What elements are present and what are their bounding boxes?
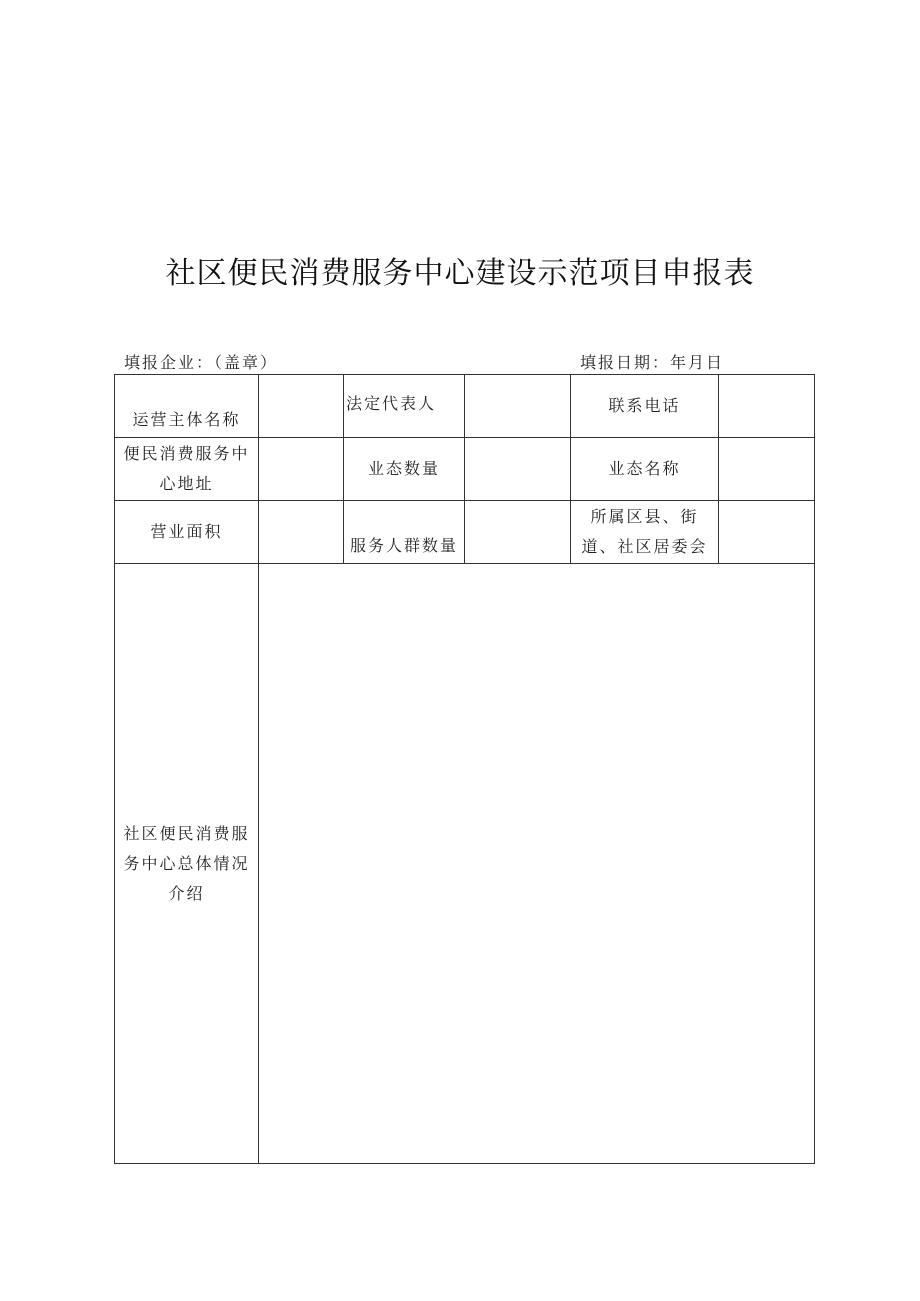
district-label bbox=[570, 500, 719, 564]
label-text: 法定代表人 bbox=[346, 394, 437, 413]
phone-field[interactable] bbox=[718, 374, 815, 438]
service-population-field[interactable] bbox=[464, 500, 571, 564]
format-count-label bbox=[343, 437, 465, 501]
page-title: 社区便民消费服务中心建设示范项目申报表 bbox=[165, 256, 755, 291]
label-text: 业态名称 bbox=[608, 459, 681, 478]
label-text: 社区便民消费服务中心总体情况介绍 bbox=[123, 823, 250, 903]
overview-field[interactable] bbox=[258, 563, 815, 1164]
fill-company-label: 填报企业：（盖章） bbox=[124, 353, 279, 372]
address-field[interactable] bbox=[258, 437, 344, 501]
address-label bbox=[114, 437, 259, 501]
label-text: 联系电话 bbox=[608, 396, 681, 415]
label-text: 营业面积 bbox=[150, 522, 223, 541]
service-population-label bbox=[343, 500, 465, 564]
area-label bbox=[114, 500, 259, 564]
operator-name-field[interactable] bbox=[258, 374, 344, 438]
overview-label bbox=[114, 563, 259, 1164]
label-text: 运营主体名称 bbox=[132, 410, 241, 429]
label-text: 便民消费服务中心地址 bbox=[123, 444, 250, 493]
legal-rep-field[interactable] bbox=[464, 374, 571, 438]
format-name-field[interactable] bbox=[718, 437, 815, 501]
label-text: 所属区县、街道、社区居委会 bbox=[581, 507, 708, 556]
legal-rep-label bbox=[343, 374, 465, 438]
fill-date-label: 填报日期：年月日 bbox=[580, 353, 725, 372]
area-field[interactable] bbox=[258, 500, 344, 564]
label-text: 业态数量 bbox=[367, 459, 440, 478]
district-field[interactable] bbox=[718, 500, 815, 564]
label-text: 服务人群数量 bbox=[349, 536, 458, 555]
format-name-label bbox=[570, 437, 719, 501]
operator-name-label bbox=[114, 374, 259, 438]
format-count-field[interactable] bbox=[464, 437, 571, 501]
phone-label bbox=[570, 374, 719, 438]
